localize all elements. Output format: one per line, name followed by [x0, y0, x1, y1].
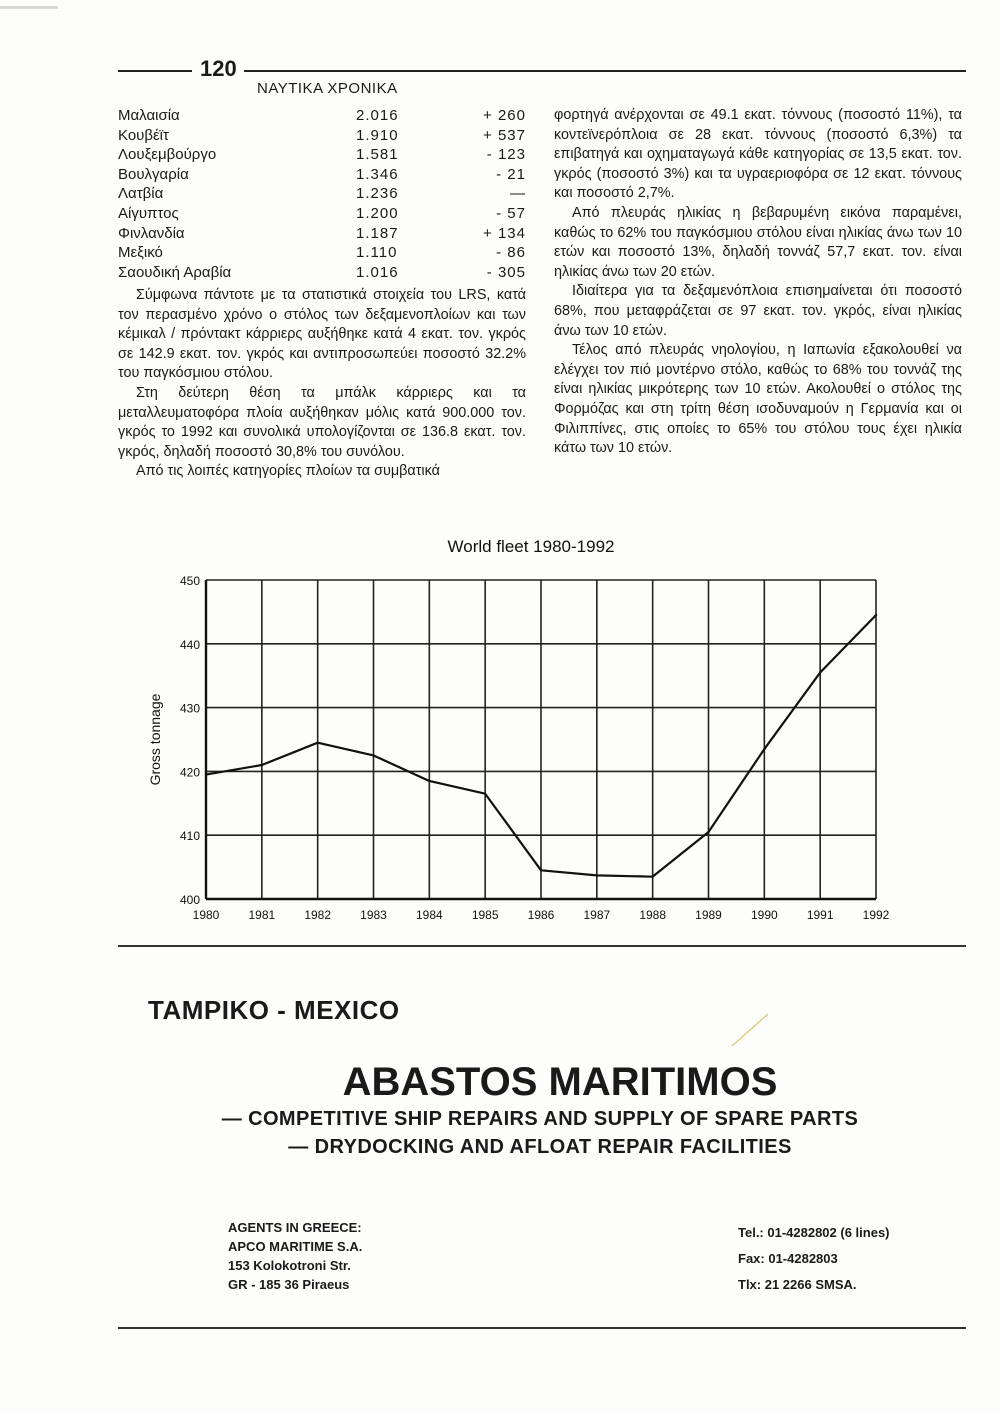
data-point [875, 614, 877, 616]
data-point [819, 671, 821, 673]
country-name: Αίγυπτος [118, 204, 179, 222]
article-left-column [118, 286, 526, 482]
x-tick-label: 1989 [695, 908, 722, 922]
x-tick-label: 1990 [750, 908, 778, 922]
table-row [118, 224, 526, 244]
country-name: Λουξεμβούργο [118, 146, 217, 164]
agent-name: APCO MARITIME S.A. [228, 1239, 363, 1254]
y-axis-label: Gross tonnage [147, 693, 163, 786]
paragraph: Από τις λοιπές κατηγορίες πλοίων τα συμβατικά [136, 463, 440, 480]
data-point [484, 793, 486, 795]
ad-service-line: — COMPETITIVE SHIP REPAIRS AND SUPPLY OF SPARE PARTS [221, 1108, 859, 1130]
data-point [540, 869, 542, 871]
x-tick-label: 1981 [248, 908, 276, 922]
paragraph: Ιδιαίτερα για τα δεξαμενόπλοια επισημαίνεται ότι ποσοστό 68%, που μεταφράζεται σε 97 εκατ. τον. γκρός, είναι ηλικίας άνω των 10 ετών. [554, 283, 962, 339]
data-point [372, 754, 374, 756]
tonnage-change: + 537 [483, 126, 526, 144]
paragraph: φορτηγά ανέρχονται σε 49.1 εκατ. τόννους (ποσοστό 11%), τα κοντεϊνερόπλοια σε 28 εκατ. τόννους (ποσοστό 6,3%) τα επιβατηγά και οχηματαγωγά κάθε κατηγορίας σε 13,5 εκατ. τον. γκρός (ποσοστό 3%) και τα υγραεριοφόρα σε 12 εκατ. τόννους και ποσοστό 2,7%. [554, 107, 962, 202]
tonnage-change: - 86 [496, 244, 526, 262]
country-name: Φινλανδία [118, 224, 185, 242]
scan-corner-mark [0, 6, 58, 9]
x-tick-label: 1992 [862, 908, 890, 922]
country-name: Σαουδική Αραβία [118, 263, 232, 281]
x-tick-label: 1988 [639, 908, 667, 922]
tonnage-change: - 123 [486, 146, 526, 164]
table-row [118, 263, 526, 283]
data-point [261, 764, 263, 766]
paragraph: Σύμφωνα πάντοτε με τα στατιστικά στοιχεία του LRS, κατά τον περασμένο χρόνο ο στόλος των δεξαμενοπλοίων και των κέμικαλ / πρόντακτ κάρριερς αυξήθηκε κατά 4 εκατ. τον. γκρός σε 142.9 εκατ. τον. γκρός και αντιπροσωπεύει ποσοστό 32.2% του παγκόσμιου στόλου. [118, 287, 526, 382]
x-tick-label: 1985 [471, 908, 499, 922]
tonnage-change: + 260 [483, 107, 526, 124]
ad-city-heading: TAMPIKO - MEXICO [148, 995, 400, 1025]
tonnage-value: 1.581 [356, 146, 399, 164]
y-tick-label: 450 [179, 574, 200, 588]
country-name: Βουλγαρία [118, 165, 189, 183]
tonnage-value: 1.346 [356, 165, 399, 183]
table-row [118, 126, 526, 146]
ad-company-name: ABASTOS MARITIMOS [342, 1060, 778, 1104]
y-tick-label: 430 [179, 701, 200, 716]
article-right-column [554, 106, 962, 459]
table-row [118, 106, 526, 126]
agent-city: GR - 185 36 Piraeus [228, 1277, 350, 1292]
tonnage-value: 1.187 [356, 224, 399, 242]
data-point [707, 831, 709, 833]
journal-title: ΝΑΥΤΙΚΑ ΧΡΟΝΙΚΑ [257, 80, 398, 97]
tonnage-value: 1.016 [356, 263, 399, 281]
tonnage-change: — [510, 185, 526, 203]
table-row [118, 165, 526, 185]
header-rule-right [244, 70, 966, 72]
table-row [118, 145, 526, 165]
table-row [118, 204, 526, 224]
fax: Fax: 01-4282803 [738, 1251, 838, 1266]
data-point [763, 748, 765, 750]
country-name: Μεξικό [118, 244, 163, 262]
country-name: Λατβία [118, 185, 164, 203]
agents-block [228, 1218, 362, 1294]
paragraph: Στη δεύτερη θέση τα μπάλκ κάρριερς και τα μεταλλευματοφόρα πλοία αυξήθηκαν μόλις κατά 900.000 τον. γκρός το 1992 και συνολικά υπολογίζονται σε 136.8 εκατ. τον. γκρός, δηλαδή ποσοστό 30,8% του συνόλου. [118, 384, 526, 460]
section-rule [118, 1327, 966, 1329]
tonnage-value: 1.236 [356, 185, 399, 203]
telex: Tlx: 21 2266 SMSA. [738, 1277, 857, 1292]
tonnage-value: 1.910 [356, 126, 399, 144]
table-row [118, 184, 526, 204]
data-point [596, 874, 598, 876]
table-row [118, 243, 526, 263]
tonnage-value: 1.110 [356, 244, 398, 262]
chart-svg [140, 532, 900, 932]
pen-stroke-mark [730, 1012, 770, 1048]
x-tick-label: 1982 [304, 908, 332, 922]
country-name: Μαλαισία [118, 107, 180, 124]
agent-street: 153 Kolokotroni Str. [228, 1258, 351, 1273]
header-rule-left [118, 70, 192, 72]
x-tick-label: 1991 [806, 908, 834, 922]
fleet-stats-table [118, 106, 526, 282]
chart-title: World fleet 1980-1992 [447, 537, 615, 556]
x-tick-label: 1984 [415, 908, 443, 922]
agents-title: AGENTS IN GREECE: [228, 1220, 362, 1235]
tonnage-change: - 57 [496, 204, 526, 222]
section-rule [118, 945, 966, 947]
tonnage-value: 2.016 [356, 107, 399, 124]
paragraph: Από πλευράς ηλικίας η βεβαρυμένη εικόνα παραμένει, καθώς το 62% του παγκόσμιου στόλου είναι ηλικίας άνω των 10 ετών και ποσοστό 13%, δηλαδή τοννάζ 57,7 εκατ. τον. είναι ηλικίας άνω των 20 ετών. [554, 204, 962, 280]
y-tick-label: 410 [179, 829, 200, 844]
page-number: 120 [200, 56, 237, 81]
data-point [316, 741, 318, 743]
x-tick-label: 1987 [583, 908, 611, 922]
x-tick-label: 1980 [192, 908, 220, 922]
tonnage-change: - 305 [486, 263, 526, 281]
tonnage-value: 1.200 [356, 204, 399, 222]
y-tick-label: 400 [179, 893, 200, 907]
world-fleet-chart [140, 532, 900, 932]
x-tick-label: 1983 [360, 908, 387, 922]
data-point [428, 780, 430, 782]
tonnage-change: - 21 [496, 165, 526, 183]
data-point [651, 875, 653, 877]
ad-service-line: — DRYDOCKING AND AFLOAT REPAIR FACILITIES [288, 1136, 792, 1158]
tonnage-change: + 134 [483, 224, 526, 242]
country-name: Κουβέϊτ [118, 126, 169, 144]
y-tick-label: 440 [179, 637, 200, 652]
data-point [205, 773, 207, 775]
paragraph: Τέλος από πλευράς νηολογίου, η Ιαπωνία εξακολουθεί να ελέγχει τον πιό μοντέρνο στόλο, καθώς το 68% του τοννάζ της είναι ηλικίας μικρότερης των 10 ετών. Ακολουθεί ο στόλος της Φορμόζας και στη τρίτη θέση ισοδυναμούν η Γερμανία και οι Φιλιππίνες, στις οποίες το 65% του στόλου τους έχει ηλικία κάτω των 10 ετών. [554, 342, 962, 457]
telephone: Tel.: 01-4282802 (6 lines) [738, 1225, 890, 1240]
y-tick-label: 420 [179, 765, 200, 780]
contacts-block [738, 1220, 890, 1298]
x-tick-label: 1986 [527, 908, 555, 922]
